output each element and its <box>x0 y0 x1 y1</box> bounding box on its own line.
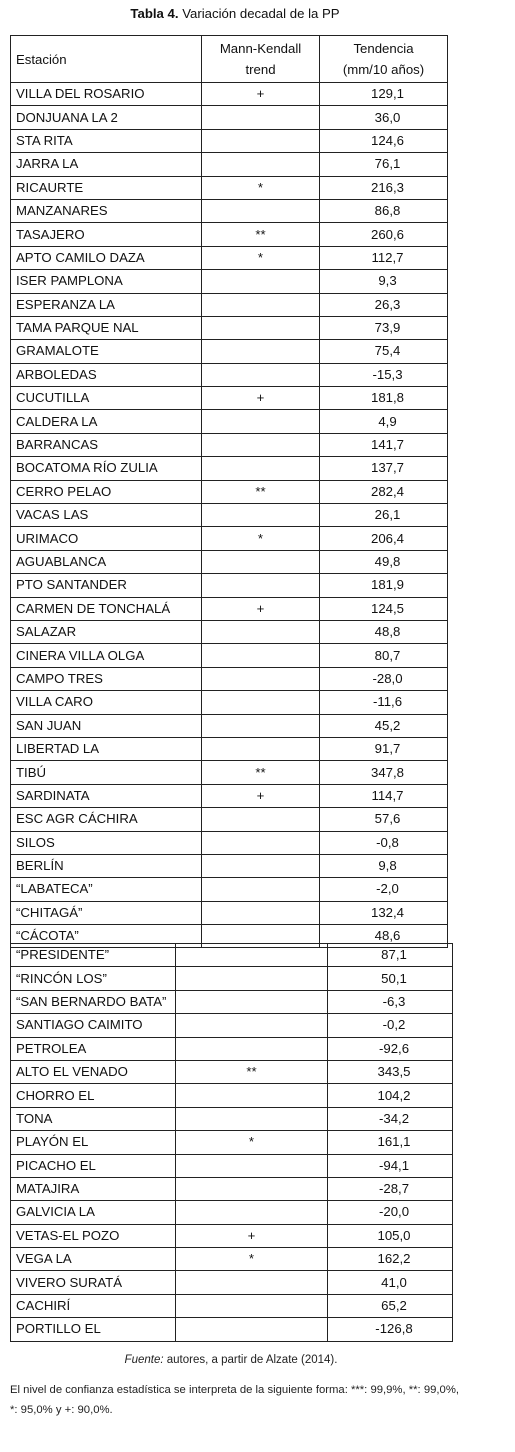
station-cell: JARRA LA <box>11 153 202 176</box>
mann-kendall-cell: ** <box>176 1060 328 1083</box>
station-cell: RICAURTE <box>11 176 202 199</box>
station-cell: STA RITA <box>11 129 202 152</box>
table-header-row <box>11 36 448 83</box>
trend-cell: 26,3 <box>320 293 448 316</box>
station-cell: PORTILLO EL <box>11 1318 176 1341</box>
station-cell: TAMA PARQUE NAL <box>11 316 202 339</box>
trend-cell: 141,7 <box>320 433 448 456</box>
trend-cell: 181,8 <box>320 387 448 410</box>
header-mann-kendall <box>202 36 320 83</box>
trend-cell: 9,8 <box>320 854 448 877</box>
trend-cell: 86,8 <box>320 199 448 222</box>
trend-cell: 206,4 <box>320 527 448 550</box>
station-cell: SILOS <box>11 831 202 854</box>
table-row <box>11 620 448 643</box>
trend-cell: 124,5 <box>320 597 448 620</box>
header-mk-line1: Mann-Kendall <box>219 41 302 56</box>
table-row <box>11 1248 453 1271</box>
trend-cell: 36,0 <box>320 106 448 129</box>
station-cell: PLAYÓN EL <box>11 1131 176 1154</box>
table-row <box>11 737 448 760</box>
mann-kendall-cell: + <box>202 784 320 807</box>
table-row <box>11 644 448 667</box>
table-row <box>11 153 448 176</box>
trend-cell: 50,1 <box>328 967 453 990</box>
mann-kendall-cell: + <box>202 597 320 620</box>
trend-cell: 105,0 <box>328 1224 453 1247</box>
mann-kendall-cell: + <box>202 387 320 410</box>
trend-cell: -2,0 <box>320 878 448 901</box>
mann-kendall-cell <box>202 550 320 573</box>
mann-kendall-cell: * <box>176 1248 328 1271</box>
table-row <box>11 129 448 152</box>
table-caption <box>0 6 470 22</box>
mann-kendall-cell <box>176 944 328 967</box>
mann-kendall-cell <box>202 691 320 714</box>
trend-cell: 48,8 <box>320 620 448 643</box>
trend-cell: -11,6 <box>320 691 448 714</box>
table-row <box>11 1060 453 1083</box>
mann-kendall-cell <box>176 1177 328 1200</box>
mann-kendall-cell: * <box>176 1131 328 1154</box>
station-cell: CHORRO EL <box>11 1084 176 1107</box>
mann-kendall-cell <box>202 901 320 924</box>
trend-cell: 49,8 <box>320 550 448 573</box>
header-mk-line2: trend <box>245 62 276 77</box>
station-cell: “RINCÓN LOS” <box>11 967 176 990</box>
mann-kendall-cell <box>176 1154 328 1177</box>
table-row <box>11 527 448 550</box>
station-cell: URIMACO <box>11 527 202 550</box>
station-cell: “SAN BERNARDO BATA” <box>11 990 176 1013</box>
table-row <box>11 223 448 246</box>
station-cell: AGUABLANCA <box>11 550 202 573</box>
trend-cell: 132,4 <box>320 901 448 924</box>
station-cell: VACAS LAS <box>11 504 202 527</box>
mann-kendall-cell <box>202 714 320 737</box>
table-row <box>11 1107 453 1130</box>
table-row <box>11 761 448 784</box>
mann-kendall-cell: + <box>202 83 320 106</box>
mann-kendall-cell <box>176 1318 328 1341</box>
trend-cell: 181,9 <box>320 574 448 597</box>
station-cell: “CHITAGÁ” <box>11 901 202 924</box>
table-row <box>11 83 448 106</box>
table-row <box>11 433 448 456</box>
mann-kendall-cell <box>202 293 320 316</box>
mann-kendall-cell <box>202 270 320 293</box>
station-cell: SAN JUAN <box>11 714 202 737</box>
mann-kendall-cell <box>202 737 320 760</box>
table-row <box>11 410 448 433</box>
station-cell: PICACHO EL <box>11 1154 176 1177</box>
station-cell: TASAJERO <box>11 223 202 246</box>
station-cell: TIBÚ <box>11 761 202 784</box>
station-cell: BERLÍN <box>11 854 202 877</box>
table-row <box>11 901 448 924</box>
table-row <box>11 944 453 967</box>
mann-kendall-cell: * <box>202 176 320 199</box>
header-trend-line1: Tendencia <box>353 41 414 56</box>
trend-cell: 343,5 <box>328 1060 453 1083</box>
trend-cell: 45,2 <box>320 714 448 737</box>
trend-cell: 73,9 <box>320 316 448 339</box>
station-cell: APTO CAMILO DAZA <box>11 246 202 269</box>
station-cell: VILLA DEL ROSARIO <box>11 83 202 106</box>
trend-cell: 4,9 <box>320 410 448 433</box>
trend-cell: 162,2 <box>328 1248 453 1271</box>
trend-cell: 112,7 <box>320 246 448 269</box>
trend-cell: -92,6 <box>328 1037 453 1060</box>
trend-cell: 282,4 <box>320 480 448 503</box>
trend-table-part-2 <box>10 943 453 1342</box>
station-cell: TONA <box>11 1107 176 1130</box>
trend-cell: 124,6 <box>320 129 448 152</box>
mann-kendall-cell <box>202 854 320 877</box>
mann-kendall-cell <box>202 878 320 901</box>
source-label: Fuente: <box>124 1354 164 1366</box>
station-cell: SARDINATA <box>11 784 202 807</box>
station-cell: SALAZAR <box>11 620 202 643</box>
trend-cell: 216,3 <box>320 176 448 199</box>
mann-kendall-cell <box>202 153 320 176</box>
trend-table-part-1 <box>10 35 448 948</box>
station-cell: MATAJIRA <box>11 1177 176 1200</box>
trend-cell: 80,7 <box>320 644 448 667</box>
mann-kendall-cell <box>202 340 320 363</box>
table-row <box>11 784 448 807</box>
station-cell: ISER PAMPLONA <box>11 270 202 293</box>
station-cell: CUCUTILLA <box>11 387 202 410</box>
station-cell: CALDERA LA <box>11 410 202 433</box>
table-row <box>11 808 448 831</box>
table-row <box>11 504 448 527</box>
header-trend-line2: (mm/10 años) <box>342 62 425 77</box>
trend-cell: -15,3 <box>320 363 448 386</box>
table-row <box>11 1294 453 1317</box>
mann-kendall-cell <box>176 1294 328 1317</box>
table-row <box>11 106 448 129</box>
mann-kendall-cell <box>202 106 320 129</box>
table-row <box>11 293 448 316</box>
station-cell: ALTO EL VENADO <box>11 1060 176 1083</box>
mann-kendall-cell <box>176 1201 328 1224</box>
mann-kendall-cell <box>202 129 320 152</box>
trend-cell: 91,7 <box>320 737 448 760</box>
source-text: autores, a partir de Alzate (2014). <box>163 1354 338 1366</box>
station-cell: GRAMALOTE <box>11 340 202 363</box>
table-row <box>11 246 448 269</box>
table-row <box>11 854 448 877</box>
station-cell: PETROLEA <box>11 1037 176 1060</box>
trend-cell: 48,6 <box>320 925 448 948</box>
trend-cell: -94,1 <box>328 1154 453 1177</box>
table-row <box>11 714 448 737</box>
table-row <box>11 340 448 363</box>
table-row <box>11 1037 453 1060</box>
trend-cell: 75,4 <box>320 340 448 363</box>
table-row <box>11 990 453 1013</box>
mann-kendall-cell <box>202 504 320 527</box>
station-cell: LIBERTAD LA <box>11 737 202 760</box>
table-row <box>11 316 448 339</box>
trend-cell: -28,7 <box>328 1177 453 1200</box>
table-row <box>11 1177 453 1200</box>
table-row <box>11 878 448 901</box>
trend-cell: 41,0 <box>328 1271 453 1294</box>
confidence-note: El nivel de confianza estadística se interpreta de la siguiente forma: ***: 99,9%, **: 99,0%, *: 95,0% y +: 90,0%. <box>10 1384 459 1416</box>
mann-kendall-cell <box>176 1014 328 1037</box>
header-station-label: Estación <box>16 51 67 67</box>
mann-kendall-cell <box>202 620 320 643</box>
station-cell: CINERA VILLA OLGA <box>11 644 202 667</box>
table-row <box>11 199 448 222</box>
mann-kendall-cell <box>202 433 320 456</box>
mann-kendall-cell <box>176 1037 328 1060</box>
mann-kendall-cell <box>202 667 320 690</box>
station-cell: VETAS-EL POZO <box>11 1224 176 1247</box>
mann-kendall-cell <box>202 410 320 433</box>
mann-kendall-cell: * <box>202 246 320 269</box>
header-trend <box>320 36 448 83</box>
mann-kendall-cell <box>202 574 320 597</box>
station-cell: CARMEN DE TONCHALÁ <box>11 597 202 620</box>
trend-cell: 57,6 <box>320 808 448 831</box>
mann-kendall-cell: ** <box>202 223 320 246</box>
station-cell: ARBOLEDAS <box>11 363 202 386</box>
station-cell: BARRANCAS <box>11 433 202 456</box>
station-cell: CACHIRÍ <box>11 1294 176 1317</box>
station-cell: CAMPO TRES <box>11 667 202 690</box>
table-row <box>11 597 448 620</box>
table-row <box>11 550 448 573</box>
mann-kendall-cell <box>202 808 320 831</box>
table-row <box>11 363 448 386</box>
table-row <box>11 1318 453 1341</box>
trend-cell: -20,0 <box>328 1201 453 1224</box>
mann-kendall-cell: + <box>176 1224 328 1247</box>
table-row <box>11 1131 453 1154</box>
mann-kendall-cell: * <box>202 527 320 550</box>
table-row <box>11 480 448 503</box>
table-row <box>11 831 448 854</box>
trend-cell: 114,7 <box>320 784 448 807</box>
mann-kendall-cell <box>176 990 328 1013</box>
mann-kendall-cell <box>202 831 320 854</box>
mann-kendall-cell <box>176 1084 328 1107</box>
table-row <box>11 176 448 199</box>
table-row <box>11 270 448 293</box>
table-row <box>11 667 448 690</box>
table-source <box>0 1354 462 1366</box>
table-row <box>11 1224 453 1247</box>
station-cell: “PRESIDENTE” <box>11 944 176 967</box>
station-cell: SANTIAGO CAIMITO <box>11 1014 176 1037</box>
table-row <box>11 1014 453 1037</box>
trend-cell: -0,8 <box>320 831 448 854</box>
station-cell: ESPERANZA LA <box>11 293 202 316</box>
table-row <box>11 1154 453 1177</box>
table-row <box>11 1084 453 1107</box>
table-caption-number: Tabla 4. <box>130 6 179 21</box>
station-cell: GALVICIA LA <box>11 1201 176 1224</box>
trend-cell: 137,7 <box>320 457 448 480</box>
mann-kendall-cell <box>176 1107 328 1130</box>
header-station <box>11 36 202 83</box>
station-cell: BOCATOMA RÍO ZULIA <box>11 457 202 480</box>
trend-cell: 65,2 <box>328 1294 453 1317</box>
table-row <box>11 457 448 480</box>
trend-cell: 104,2 <box>328 1084 453 1107</box>
station-cell: DONJUANA LA 2 <box>11 106 202 129</box>
trend-cell: 260,6 <box>320 223 448 246</box>
station-cell: VIVERO SURATÁ <box>11 1271 176 1294</box>
trend-cell: 129,1 <box>320 83 448 106</box>
trend-cell: -0,2 <box>328 1014 453 1037</box>
table-row <box>11 1271 453 1294</box>
station-cell: ESC AGR CÁCHIRA <box>11 808 202 831</box>
mann-kendall-cell <box>202 457 320 480</box>
table-row <box>11 1201 453 1224</box>
mann-kendall-cell <box>202 316 320 339</box>
table-caption-text: Variación decadal de la PP <box>178 6 340 21</box>
trend-cell: -34,2 <box>328 1107 453 1130</box>
trend-cell: -6,3 <box>328 990 453 1013</box>
table-row <box>11 574 448 597</box>
mann-kendall-cell <box>202 644 320 667</box>
trend-cell: 161,1 <box>328 1131 453 1154</box>
table-row <box>11 691 448 714</box>
station-cell: CERRO PELAO <box>11 480 202 503</box>
mann-kendall-cell <box>202 363 320 386</box>
station-cell: PTO SANTANDER <box>11 574 202 597</box>
station-cell: “LABATECA” <box>11 878 202 901</box>
mann-kendall-cell <box>176 1271 328 1294</box>
table-row <box>11 387 448 410</box>
mann-kendall-cell: ** <box>202 480 320 503</box>
station-cell: MANZANARES <box>11 199 202 222</box>
trend-cell: 347,8 <box>320 761 448 784</box>
trend-cell: 9,3 <box>320 270 448 293</box>
station-cell: “CÁCOTA” <box>11 925 202 948</box>
table-row <box>11 967 453 990</box>
trend-cell: 87,1 <box>328 944 453 967</box>
mann-kendall-cell <box>202 199 320 222</box>
station-cell: VILLA CARO <box>11 691 202 714</box>
mann-kendall-cell <box>176 967 328 990</box>
trend-cell: 76,1 <box>320 153 448 176</box>
mann-kendall-cell: ** <box>202 761 320 784</box>
trend-cell: -126,8 <box>328 1318 453 1341</box>
trend-cell: 26,1 <box>320 504 448 527</box>
trend-cell: -28,0 <box>320 667 448 690</box>
station-cell: VEGA LA <box>11 1248 176 1271</box>
